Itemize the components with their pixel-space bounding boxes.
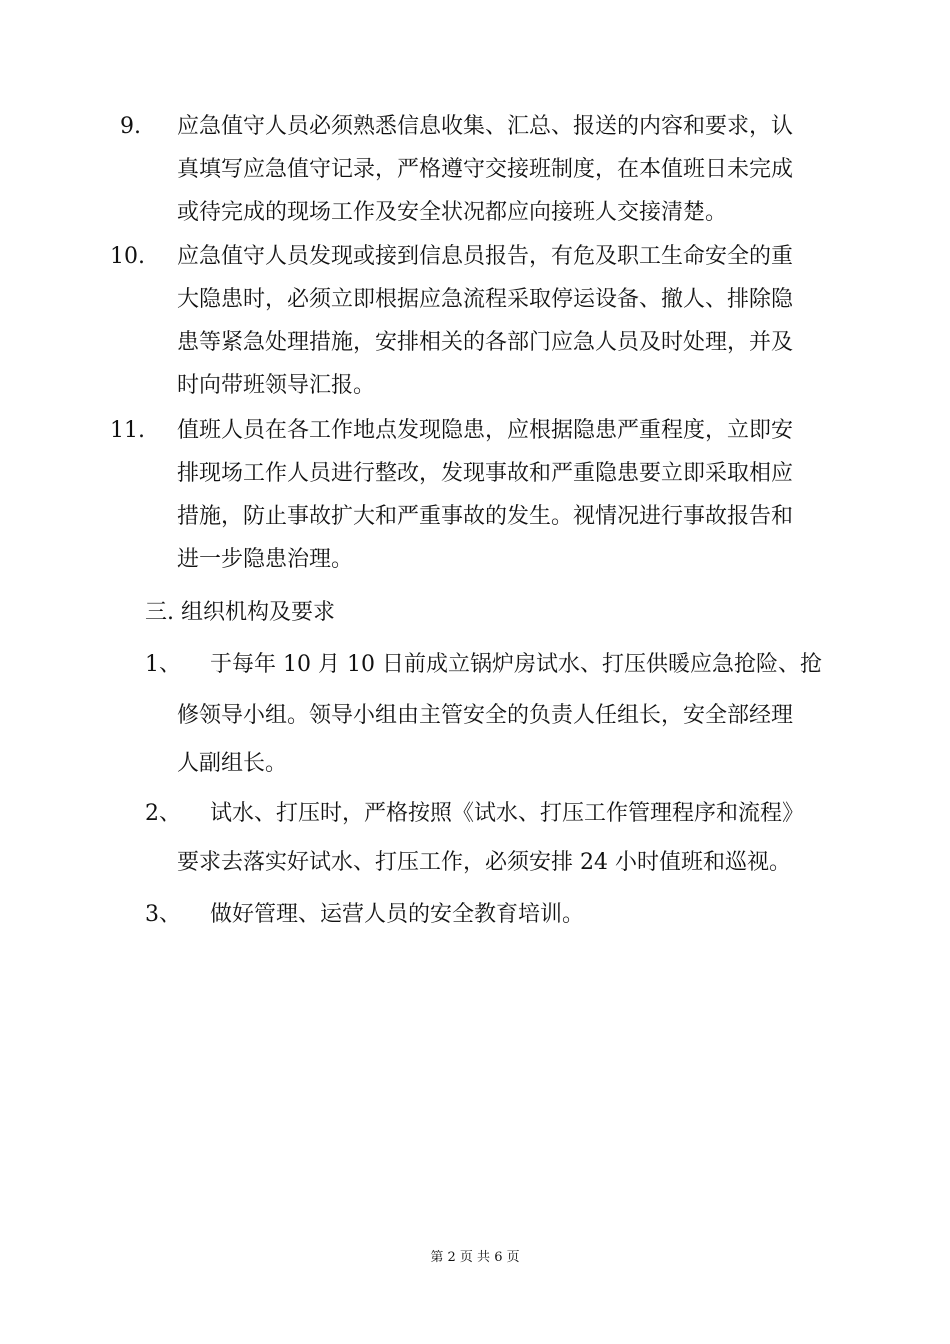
requirement-number: 2、 — [145, 801, 181, 826]
item-number: 9. — [120, 114, 141, 139]
item-line: 应急值守人员发现或接到信息员报告，有危及职工生命安全的重 — [177, 244, 794, 269]
item-line: 进一步隐患治理。 — [177, 547, 354, 572]
item-line: 措施，防止事故扩大和严重事故的发生。视情况进行事故报告和 — [177, 504, 794, 529]
page-footer: 第 2 页 共 6 页 — [430, 1250, 520, 1265]
item-line: 值班人员在各工作地点发现隐患，应根据隐患严重程度，立即安 — [177, 418, 794, 443]
requirement-line: 于每年 10 月 10 日前成立锅炉房试水、打压供暖应急抢险、抢 — [210, 652, 822, 677]
item-number: 10. — [110, 244, 145, 269]
section-heading: 三. 组织机构及要求 — [145, 600, 335, 625]
item-number: 11. — [110, 418, 145, 443]
item-line: 大隐患时，必须立即根据应急流程采取停运设备、撤人、排除隐 — [177, 287, 794, 312]
item-line: 患等紧急处理措施，安排相关的各部门应急人员及时处理，并及 — [177, 330, 794, 355]
requirement-line: 做好管理、运营人员的安全教育培训。 — [210, 902, 585, 927]
item-line: 真填写应急值守记录，严格遵守交接班制度，在本值班日未完成 — [177, 157, 794, 182]
item-line: 或待完成的现场工作及安全状况都应向接班人交接清楚。 — [177, 200, 728, 225]
requirement-line: 人副组长。 — [177, 751, 288, 776]
requirement-number: 1、 — [145, 652, 181, 677]
requirement-line: 要求去落实好试水、打压工作，必须安排 24 小时值班和巡视。 — [177, 850, 791, 875]
item-line: 排现场工作人员进行整改，发现事故和严重隐患要立即采取相应 — [177, 461, 794, 486]
requirement-number: 3、 — [145, 902, 181, 927]
item-line: 应急值守人员必须熟悉信息收集、汇总、报送的内容和要求，认 — [177, 114, 794, 139]
requirement-line: 试水、打压时，严格按照《试水、打压工作管理程序和流程》 — [210, 801, 805, 826]
item-line: 时向带班领导汇报。 — [177, 373, 376, 398]
requirement-line: 修领导小组。领导小组由主管安全的负责人任组长，安全部经理 — [177, 703, 794, 728]
